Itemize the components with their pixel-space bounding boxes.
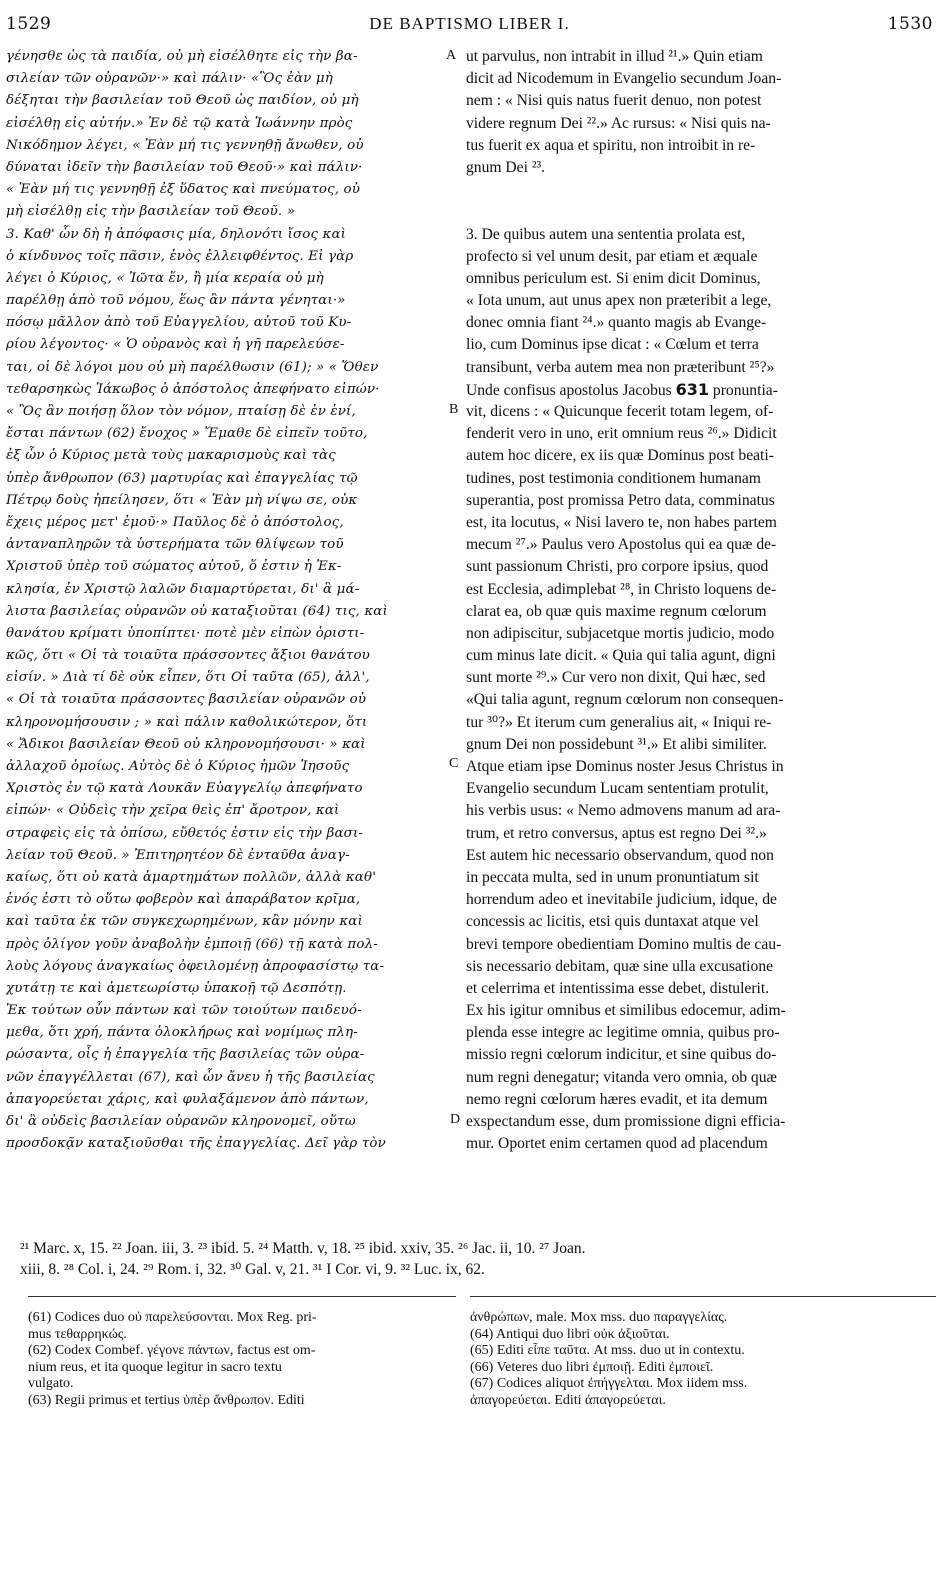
scripture-ref-line: ²¹ Marc. x, 15. ²² Joan. iii, 3. ²³ ibid. 5. ²⁴ Matth. v, 18. ²⁵ ibid. xxiv, 35. ²⁶ Jac. ii, 10. ²⁷ Joan. xyxy=(20,1240,586,1257)
latin-text-line: plenda esse integre ac legitime omnia, quibus pro- xyxy=(466,1024,780,1042)
margin-marker-b: B xyxy=(449,402,459,417)
greek-text-line: ἔσται πάντων (62) ἔνοχος » Ἔμαθε δὲ εἰπεῖν τοῦτο, xyxy=(6,426,368,442)
latin-text-line: trum, et retro conversus, aptus est regno Dei ³².» xyxy=(466,824,767,842)
latin-text-line: fenderit vero in uno, erit omnium reus ²⁶.» Didicit xyxy=(466,425,777,443)
latin-text-line: omnibus periculum est. Si enim dicit Dominus, xyxy=(466,269,761,287)
greek-text-line: ἔχεις μέρος μετ' ἐμοῦ·» Παῦλος δὲ ὁ ἀπόστολος, xyxy=(6,514,344,530)
latin-text-line: exspectandum esse, dum promissione digni efficia- xyxy=(466,1113,786,1130)
margin-marker-c: C xyxy=(449,756,459,771)
latin-text-line: gnum Dei ²³. xyxy=(466,158,546,176)
footnote-line: (65) Editi εἶπε ταῦτα. At mss. duo ut in contextu. xyxy=(470,1343,745,1358)
latin-text-line: vit, dicens : « Quicunque fecerit totam legem, of- xyxy=(466,403,774,420)
greek-text-line: Χριστοῦ ὑπὲρ τοῦ σώματος αὐτοῦ, ὅ ἐστιν ἡ Ἐκ- xyxy=(6,559,342,575)
latin-text-line: superantia, post promissa Petro data, comminatus xyxy=(466,491,775,509)
latin-text-line: Ex his igitur omnibus et similibus edocemur, adim- xyxy=(466,1002,786,1020)
notes-divider-left xyxy=(28,1296,456,1297)
greek-text-line: τεθαρσηκὼς Ἰάκωβος ὁ ἀπόστολος ἀπεφήνατο εἰπών· xyxy=(6,381,380,397)
greek-text-line: εἰσέλθῃ εἰς αὐτήν.» Ἐν δὲ τῷ κατὰ Ἰωάννην πρὸς xyxy=(6,115,353,131)
latin-text-line: concessis ac licitis, etsi quis duntaxat atque vel xyxy=(466,913,759,931)
greek-text-line: δι' ἃ οὐδεὶς βασιλείαν οὐρανῶν κληρονομεῖ, οὕτω xyxy=(6,1114,356,1129)
greek-text-line: νῶν ἐπαγγέλλεται (67), καὶ ὧν ἄνευ ἡ τῆς βασιλείας xyxy=(6,1069,375,1085)
latin-text-line: « Iota unum, aut unus apex non præteribit a lege, xyxy=(466,292,772,310)
footnote-line: nium reus, et ita quoque legitur in sacro textu xyxy=(28,1359,282,1375)
greek-text-line: εἰσίν. » Διὰ τί δὲ οὐκ εἶπεν, ὅτι Οἱ ταῦτα (65), ἀλλ', xyxy=(6,670,370,686)
latin-text-line: nem : « Nisi quis natus fuerit denuo, non potest xyxy=(466,92,762,110)
greek-text-line: λείαν τοῦ Θεοῦ. » Ἐπιτηρητέον δὲ ἐνταῦθα ἀναγ- xyxy=(6,847,350,863)
footnote-line: (63) Regii primus et tertius ὑπὲρ ἄνθρωπον. Editi xyxy=(28,1392,305,1408)
latin-text-line: cum minus late dicit. « Quia qui talia agunt, digni xyxy=(466,647,776,665)
latin-text-line xyxy=(466,179,936,201)
latin-text-line: profecto si vel unum desit, par etiam et æquale xyxy=(466,247,758,265)
latin-text-line: mur. Oportet enim certamen quod ad placendum xyxy=(466,1135,768,1153)
latin-text-line: 3. De quibus autem una sententia prolata est, xyxy=(466,225,746,243)
latin-text-line: est, ita locutus, « Nisi lavero te, non habes partem xyxy=(466,513,777,531)
greek-text-line: ὑπὲρ ἄνθρωπον (63) μαρτυρίας καὶ ἐπαγγελίας τῷ xyxy=(6,470,358,486)
latin-text-line: ut parvulus, non intrabit in illud ²¹.» Quin etiam xyxy=(466,48,763,65)
page-number-left: 1529 xyxy=(6,14,52,34)
latin-text-line: donec omnia fiant ²⁴.» quanto magis ab Evange- xyxy=(466,314,767,332)
footnote-line: (64) Antiqui duo libri οὐκ ἀξιοῦται. xyxy=(470,1326,670,1342)
greek-text-line: παρέλθῃ ἀπὸ τοῦ νόμου, ἕως ἂν πάντα γένηται·» xyxy=(6,293,346,309)
greek-text-line: λοὺς λόγους ἀναγκαίως ὀφειλομένῃ ἀπροφασίστῳ τα- xyxy=(6,958,385,974)
greek-text-line: ται, οἱ δὲ λόγοι μου οὐ μὴ παρέλθωσιν (61); » « Ὅθεν xyxy=(6,359,379,375)
latin-text-line: «Qui talia agunt, regnum cœlorum non consequen- xyxy=(466,691,784,709)
greek-text-line: θανάτου κρίματι ὑποπίπτει· ποτὲ μὲν εἰπὼν ὁριστι- xyxy=(6,625,365,641)
greek-text-line: ὁ κίνδυνος τοῖς πᾶσιν, ἑνὸς ἐλλειφθέντος. Εἰ γὰρ xyxy=(6,248,354,264)
latin-text-line: transibunt, verba autem mea non præteribunt ²⁵?» xyxy=(466,358,775,376)
greek-text-line: λέγει ὁ Κύριος, « Ἰῶτα ἕν, ἢ μία κεραία οὐ μὴ xyxy=(6,270,324,286)
latin-text-line: in peccata multa, sed in unum pronuntiatum sit xyxy=(466,868,759,886)
greek-text-line: μεθα, ὅτι χρή, πάντα ὁλοκλήρως καὶ νομίμως πλη- xyxy=(6,1025,358,1041)
latin-text-line: his verbis usus: « Nemo admovens manum ad ara- xyxy=(466,802,781,820)
footnote-line: (62) Codex Combef. γέγονε πάντων, factus est om- xyxy=(28,1343,316,1358)
greek-text-line: κληρονομήσουσιν ; » καὶ πάλιν καθολικώτερον, ὅτι xyxy=(6,714,368,730)
latin-text-line: horrendum adeo et inevitabile judicium, idque, de xyxy=(466,891,777,909)
greek-text-line: ἀνταναπληρῶν τὰ ὑστερήματα τῶν θλίψεων τοῦ xyxy=(6,537,344,553)
greek-column xyxy=(6,46,442,1155)
latin-text-line: tudines, post testimonia conditionem humanam xyxy=(466,469,761,487)
greek-text-line: σιλείαν τῶν οὐρανῶν·» καὶ πάλιν· «Ὃς ἐὰν μὴ xyxy=(6,71,333,87)
margin-marker-a: A xyxy=(446,48,457,63)
greek-text-line: λιστα βασιλείας οὐρανῶν οὐ καταξιοῦται (64) τις, καὶ xyxy=(6,603,388,619)
latin-text-line: sunt morte ²⁹.» Cur vero non dixit, Qui hæc, sed xyxy=(466,669,766,687)
greek-text-line: χυτάτῃ τε καὶ ἀμετεωρίστῳ ὑπακοῇ τῷ Δεσπότῃ. xyxy=(6,980,347,996)
latin-text-line: tus fuerit ex aqua et spiritu, non introibit in re- xyxy=(466,136,756,154)
greek-text-line: « Ὃς ἂν ποιήσῃ ὅλον τὸν νόμον, πταίσῃ δὲ ἐν ἑνί, xyxy=(6,404,356,419)
greek-text-line: Χριστὸς ἐν τῷ κατὰ Λουκᾶν Εὐαγγελίῳ ἀπεφήνατο xyxy=(6,781,363,797)
latin-text-line: Unde confisus apostolus Jacobus 631 pronuntia- xyxy=(466,379,778,399)
latin-text-line: est Ecclesia, adimplebat ²⁸, in Christo loquens de- xyxy=(466,580,777,598)
latin-text-line: Atque etiam ipse Dominus noster Jesus Christus in xyxy=(466,758,784,775)
greek-text-line: στραφεὶς εἰς τὰ ὀπίσω, εὔθετός ἐστιν εἰς τὴν βασι- xyxy=(6,825,364,841)
latin-text-line: sis necessario debitam, quæ sine ulla excusatione xyxy=(466,957,774,975)
footnote-line: (66) Veteres duo libri ἐμποιῇ. Editi ἐμποιεῖ. xyxy=(470,1359,714,1375)
greek-text-line: δέξηται τὴν βασιλείαν τοῦ Θεοῦ ὡς παιδίον, οὐ μὴ xyxy=(6,93,359,109)
latin-text-line: mecum ²⁷.» Paulus vero Apostolus qui ea quæ de- xyxy=(466,536,777,554)
greek-text-line: κλησία, ἐν Χριστῷ λαλῶν διαμαρτύρεται, δι' ἃ μά- xyxy=(6,581,360,597)
greek-text-line: δύναται ἰδεῖν τὴν βασιλείαν τοῦ Θεοῦ·» καὶ πάλιν· xyxy=(6,159,363,175)
latin-text-line: gnum Dei non possidebunt ³¹.» Et alibi similiter. xyxy=(466,735,767,753)
latin-text-line: brevi tempore obedientiam Domino multis de cau- xyxy=(466,935,782,953)
greek-text-line: 3. Καθ' ὧν δὴ ἡ ἀπόφασις μία, δηλονότι ἴσος καὶ xyxy=(6,226,347,242)
latin-text-line: num regni denegatur; vitanda vero omnia, ob quæ xyxy=(466,1068,777,1086)
footnotes-left xyxy=(28,1310,456,1409)
greek-text-line: μὴ εἰσέλθῃ εἰς τὴν βασιλείαν τοῦ Θεοῦ. » xyxy=(6,204,296,220)
greek-text-line: ἑνός ἐστι τὸ οὕτω φοβερὸν καὶ ἀπαράβατον κρῖμα, xyxy=(6,892,361,908)
running-title: DE BAPTISMO LIBER I. xyxy=(369,14,570,33)
scripture-references xyxy=(20,1238,935,1280)
greek-text-line: πόσῳ μᾶλλον ἀπὸ τοῦ Εὐαγγελίου, αὐτοῦ τοῦ Κυ- xyxy=(6,315,352,331)
greek-text-line: προσδοκᾷν καταξιοῦσθαι τῆς ἐπαγγελίας. Δεῖ γὰρ τὸν xyxy=(6,1136,386,1152)
latin-text-line: autem hoc dicere, ex iis quæ Dominus post beati- xyxy=(466,447,774,465)
latin-text-line: sunt passionum Christi, pro corpore ipsius, quod xyxy=(466,558,769,576)
margin-marker-d: D xyxy=(450,1112,461,1127)
greek-text-line: « Ἄδικοι βασιλείαν Θεοῦ οὐ κληρονομήσουσι· » καὶ xyxy=(6,736,366,752)
greek-text-line: καίως, ὅτι οὐ κατὰ ἁμαρτημάτων πολλῶν, ἀλλὰ καθ' xyxy=(6,869,377,885)
footnote-line: vulgato. xyxy=(28,1376,74,1391)
footnotes-right xyxy=(470,1310,936,1409)
greek-text-line: « Οἱ τὰ τοιαῦτα πράσσοντες βασιλείαν οὐρανῶν οὐ xyxy=(6,692,367,708)
latin-text-line: videre regnum Dei ²².» Ac rursus: « Nisi quis na- xyxy=(466,114,771,132)
latin-text-line: tur ³⁰?» Et iterum cum generalius ait, « Iniqui re- xyxy=(466,713,772,731)
latin-text-line: Est autem hic necessario observandum, quod non xyxy=(466,846,774,864)
latin-text-line: lio, cum Dominus ipse dicat : « Cœlum et terra xyxy=(466,336,759,354)
greek-text-line: Ἐκ τούτων οὖν πάντων καὶ τῶν τοιούτων παιδευό- xyxy=(6,1003,362,1019)
greek-text-line: γένησθε ὡς τὰ παιδία, οὐ μὴ εἰσέλθητε εἰς τὴν βα- xyxy=(6,49,358,64)
latin-text-line: Evangelio secundum Lucam sententiam protulit, xyxy=(466,780,769,798)
greek-text-line: Πέτρῳ δοὺς ἠπείλησεν, ὅτι « Ἐὰν μὴ νίψω σε, οὐκ xyxy=(6,492,358,508)
latin-text-line: clarat ea, ob quæ quis maxime regnum cœlorum xyxy=(466,602,767,620)
greek-text-line: εἰπών· « Οὐδεὶς τὴν χεῖρα θεὶς ἐπ' ἄροτρον, καὶ xyxy=(6,803,340,819)
scripture-ref-line: xiii, 8. ²⁸ Col. i, 24. ²⁹ Rom. i, 32. ³⁰ Gal. v, 21. ³¹ I Cor. vi, 9. ³² Luc. ix, 62. xyxy=(20,1261,485,1278)
footnote-line: mus τεθαρρηκώς. xyxy=(28,1326,127,1342)
running-header xyxy=(6,14,933,40)
footnote-line: ἀπαγορεύεται. Editi ἀπαγορεύεται. xyxy=(470,1392,666,1408)
greek-text-line: Νικόδημον λέγει, « Ἐὰν μή τις γεννηθῇ ἄνωθεν, οὐ xyxy=(6,137,364,153)
latin-text-line: et celerrima et intentissima esse debet, distulerit. xyxy=(466,979,770,997)
footnote-line: (61) Codices duo οὐ παρελεύσονται. Mox Reg. pri- xyxy=(28,1310,317,1325)
greek-text-line: ρώσαντα, οἷς ἡ ἐπαγγελία τῆς βασιλείας τῶν οὐρα- xyxy=(6,1047,365,1063)
greek-text-line: ἐξ ὧν ὁ Κύριος μετὰ τοὺς μακαρισμοὺς καὶ τὰς xyxy=(6,448,336,464)
latin-text-line: dicit ad Nicodemum in Evangelio secundum Joan- xyxy=(466,70,782,88)
notes-divider-right xyxy=(470,1296,936,1297)
greek-text-line: ἀπαγορεύεται χάρις, καὶ φυλαξάμενον ἀπὸ πάντων, xyxy=(6,1091,369,1107)
latin-column xyxy=(466,46,936,1155)
greek-text-line: ἀλλαχοῦ ὁμοίως. Αὐτὸς δὲ ὁ Κύριος ἡμῶν Ἰησοῦς xyxy=(6,759,350,774)
page-number-right: 1530 xyxy=(887,14,933,34)
greek-text-line: καὶ ταῦτα ἐκ τῶν συγκεχωρημένων, κἂν μόνην καὶ xyxy=(6,914,363,930)
latin-text-line: missio regni cœlorum indicitur, et sine quibus do- xyxy=(466,1046,777,1064)
greek-text-line: κῶς, ὅτι « Οἱ τὰ τοιαῦτα πράσσοντες ἄξιοι θανάτου xyxy=(6,648,370,664)
footnote-line: ἀνθρώπων, male. Mox mss. duo παραγγελίας. xyxy=(470,1310,728,1325)
column-number: 631 xyxy=(675,379,710,399)
greek-text-line: « Ἐὰν μή τις γεννηθῇ ἐξ ὕδατος καὶ πνεύματος, οὐ xyxy=(6,182,361,198)
latin-text-line: nemo regni cœlorum hæres evadit, et ita demum xyxy=(466,1090,768,1108)
footnote-line: (67) Codices aliquot ἐπήγγελται. Mox iidem mss. xyxy=(470,1376,748,1391)
latin-text-line xyxy=(466,201,936,223)
latin-text-line: non adipiscitur, subjacetque mortis judicio, modo xyxy=(466,624,775,642)
greek-text-line: πρὸς ὀλίγον γοῦν ἀναβολὴν ἐμποιῇ (66) τῇ κατὰ πολ- xyxy=(6,936,378,952)
greek-text-line: ρίου λέγοντος· « Ὁ οὐρανὸς καὶ ἡ γῆ παρελεύσε- xyxy=(6,337,345,353)
